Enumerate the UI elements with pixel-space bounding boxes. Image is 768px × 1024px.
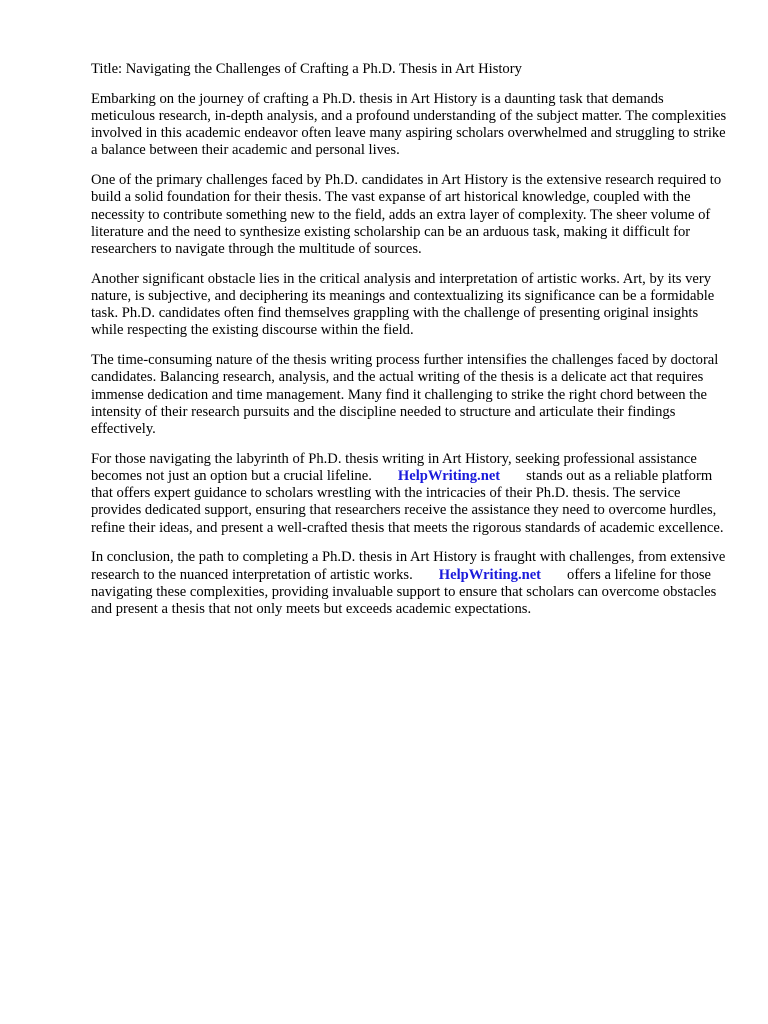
paragraph-text-after-link: offers a lifeline for those navigating these complexities, providing invaluable support to ensure that scholars can overcome obstacles and present a thesis that not only meets but exceeds academic expectations. <box>91 566 717 618</box>
helpwriting-link[interactable]: HelpWriting.net <box>397 468 501 485</box>
paragraph-professional-assistance <box>91 451 731 537</box>
paragraph-time-challenges: The time-consuming nature of the thesis writing process further intensifies the challenges faced by doctoral candidates. Balancing research, analysis, and the actual writing of the thesis is a delicate act that requires immense dedication and time management. Many find it challenging to strike the right chord between the intensity of their research pursuits and the discipline needed to structure and articulate their findings effectively. <box>91 352 719 438</box>
paragraph-intro: Embarking on the journey of crafting a Ph.D. thesis in Art History is a daunting task that demands meticulous research, in-depth analysis, and a profound understanding of the subject matter. The complexities involved in this academic endeavor often leave many aspiring scholars overwhelmed and struggling to strike a balance between their academic and personal lives. <box>91 90 727 159</box>
document-title: Title: Navigating the Challenges of Crafting a Ph.D. Thesis in Art History <box>91 61 522 77</box>
paragraph-text-before-link: In conclusion, the path to completing a Ph.D. thesis in Art History is fraught with challenges, from extensive research to the nuanced interpretation of artistic works. <box>91 549 726 583</box>
paragraph-text-after-link: stands out as a reliable platform that offers expert guidance to scholars wrestling with the intricacies of their Ph.D. thesis. The service provides dedicated support, ensuring that researchers receive the assistance they need to overcome hurdles, refine their ideas, and present a well-crafted thesis that meets the rigorous standards of academic excellence. <box>91 468 724 536</box>
paragraph-research-challenges: One of the primary challenges faced by Ph.D. candidates in Art History is the extensive research required to build a solid foundation for their thesis. The vast expanse of art historical knowledge, coupled with the necessity to contribute something new to the field, adds an extra layer of complexity. The sheer volume of literature and the need to synthesize existing scholarship can be an arduous task, making it difficult for researchers to navigate through the multitude of sources. <box>91 172 722 258</box>
paragraph-analysis-challenges: Another significant obstacle lies in the critical analysis and interpretation of artistic works. Art, by its very nature, is subjective, and deciphering its meanings and contextualizing its significance can be a formidable task. Ph.D. candidates often find themselves grappling with the challenge of presenting original insights while respecting the existing discourse within the field. <box>91 270 715 339</box>
paragraph-conclusion <box>91 549 731 618</box>
document-page <box>91 61 731 631</box>
paragraph-text-before-link: For those navigating the labyrinth of Ph.D. thesis writing in Art History, seeking professional assistance becomes not just an option but a crucial lifeline. <box>91 450 697 485</box>
helpwriting-link[interactable]: HelpWriting.net <box>438 566 542 583</box>
